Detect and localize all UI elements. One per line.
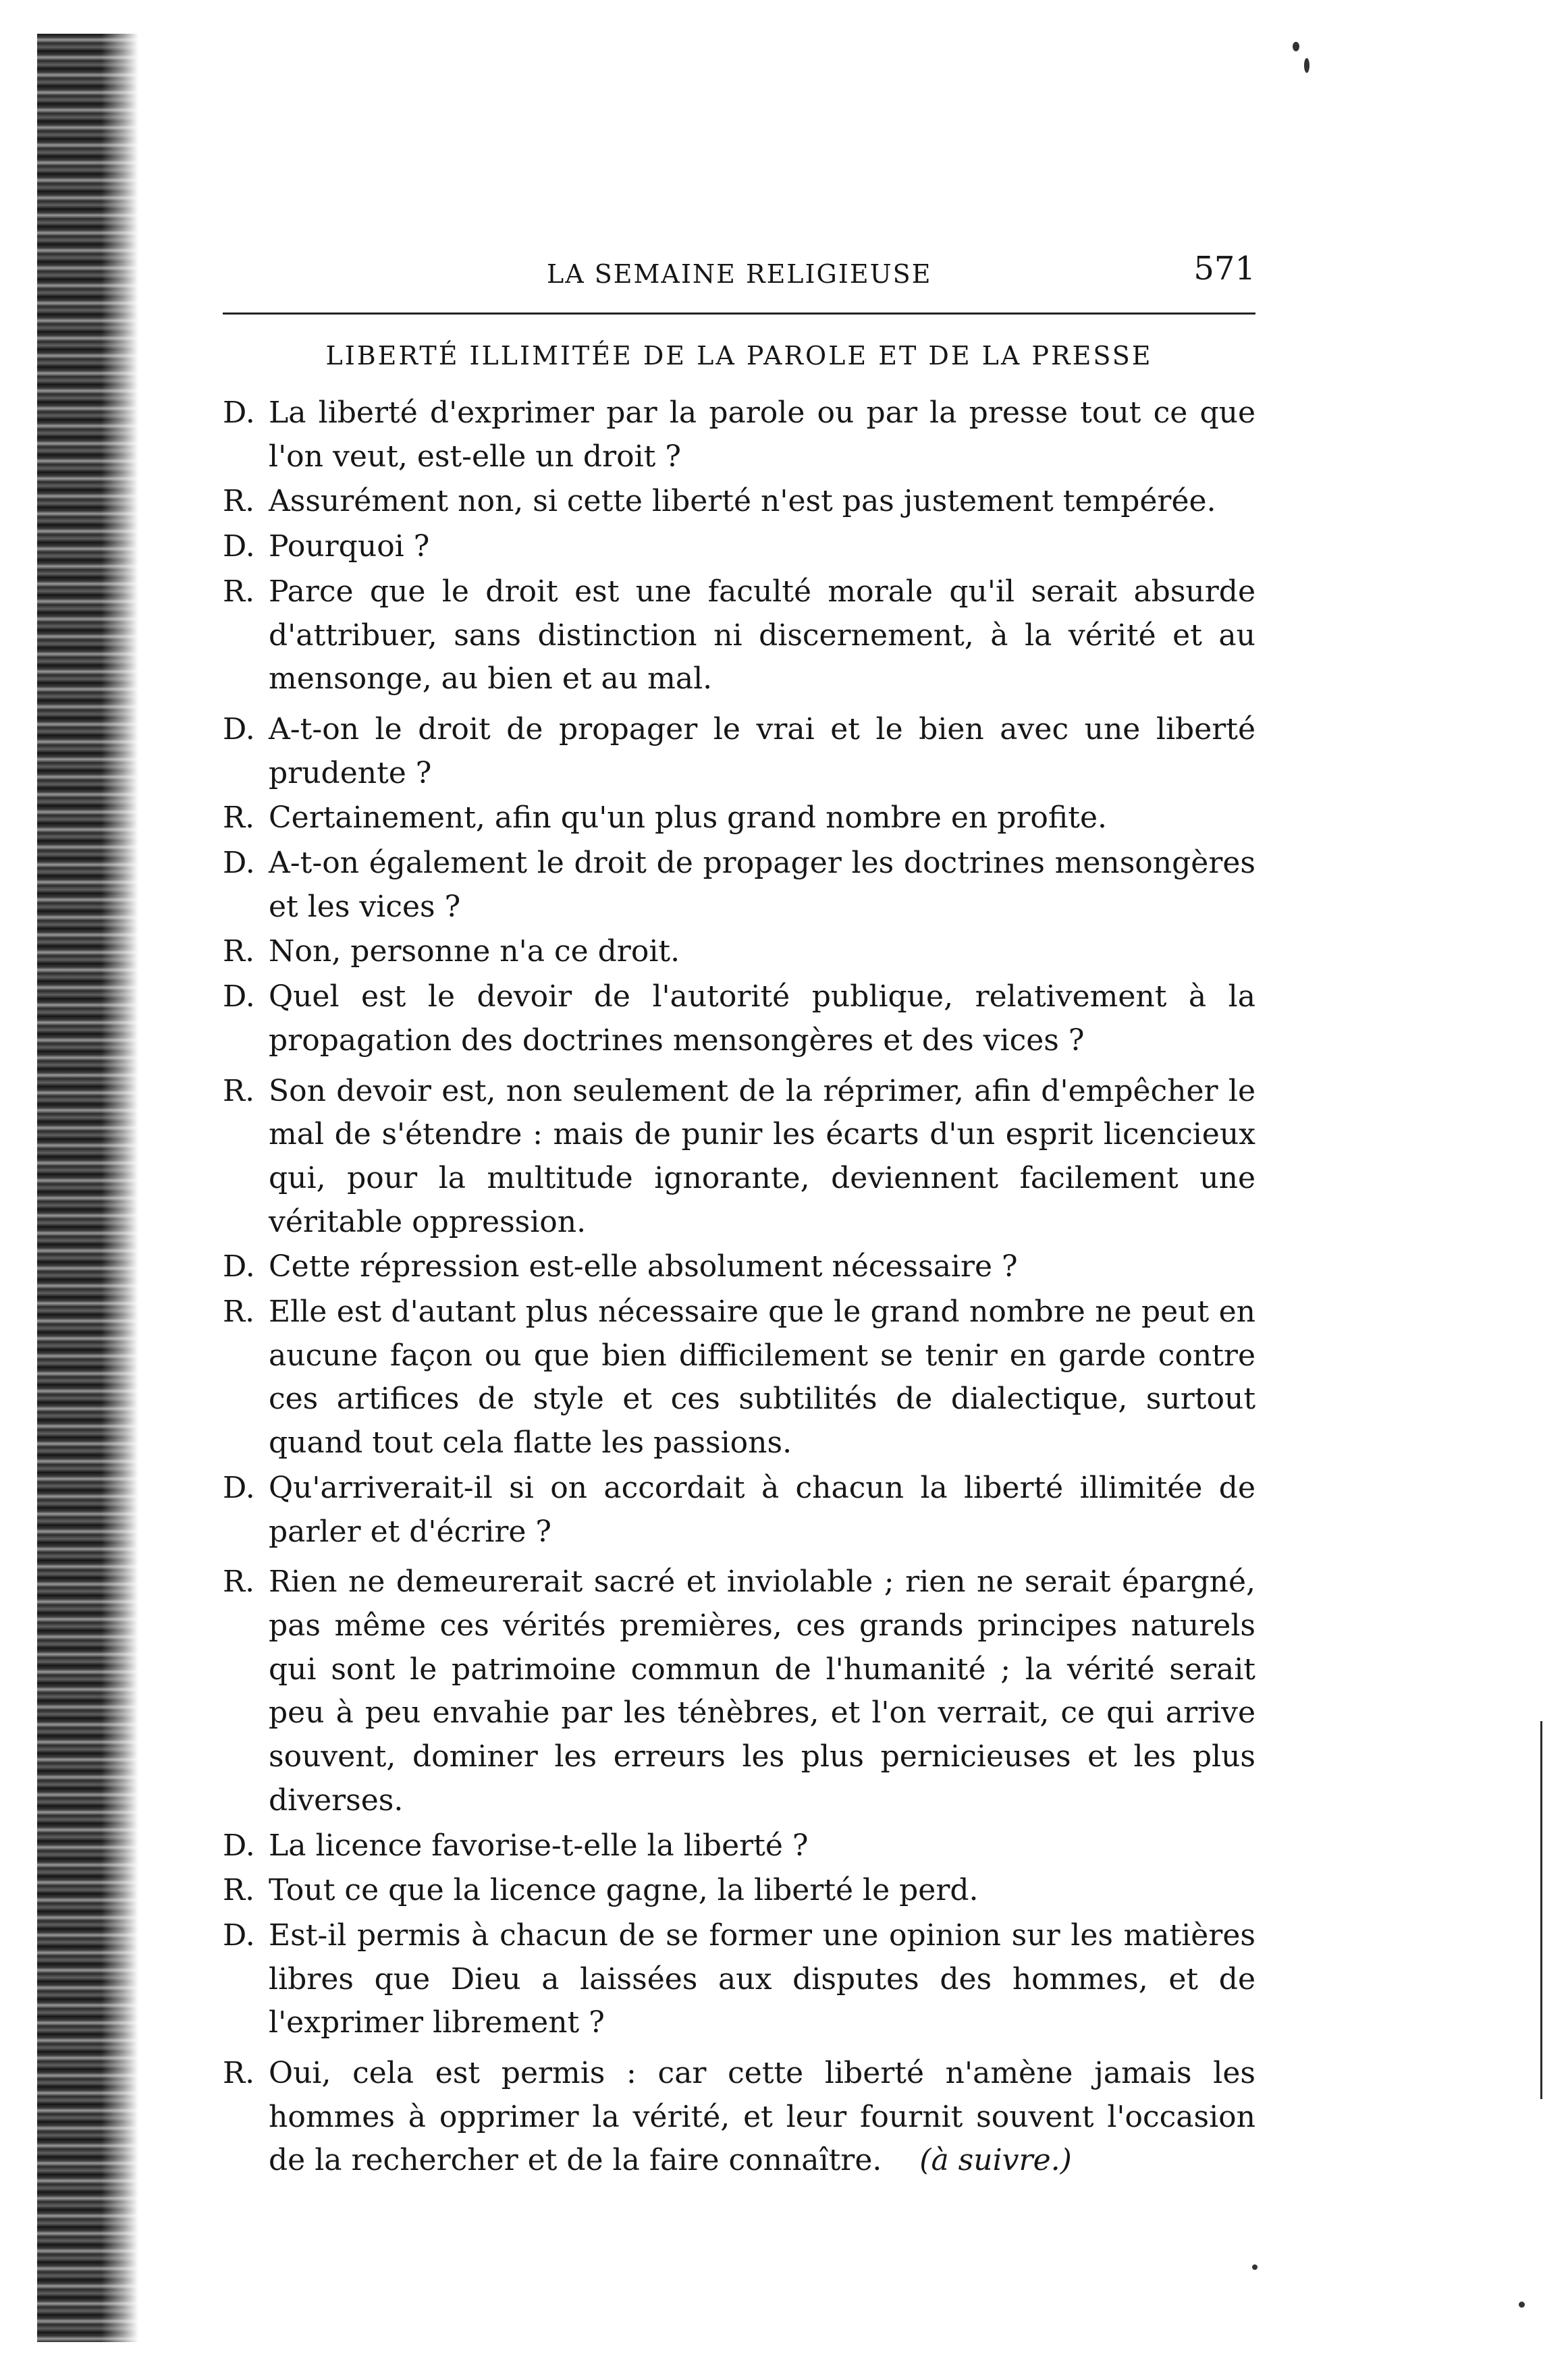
- speaker-label: D.: [223, 846, 255, 881]
- speaker-label: D.: [223, 529, 255, 564]
- header-rule: [223, 313, 1255, 315]
- dialogue-entry: [223, 1914, 1255, 2045]
- entry-text-body: Oui, cela est permis : car cette liberté n'amène jamais les hommes à opprimer la vérité, et leur fournit souvent l'occasion de la rechercher et de la faire connaître.: [269, 2056, 1255, 2178]
- binding-edge: [37, 34, 138, 2342]
- scan-speck: [1304, 58, 1309, 73]
- scan-speck: [1252, 2264, 1258, 2270]
- dialogue-entry: [223, 796, 1255, 840]
- entry-text: Qu'arriverait-il si on accordait à chacun la liberté illimitée de parler et d'écrire ?: [269, 1470, 1255, 1549]
- entry-text: Assurément non, si cette liberté n'est pas justement tempérée.: [269, 484, 1216, 519]
- entry-text: La licence favorise-t-elle la liberté ?: [269, 1828, 809, 1863]
- entry-text: Parce que le droit est une faculté morale qu'il serait absurde d'attribuer, sans distinction ni discernement, à la vérité et au mensonge, au bien et au mal.: [269, 574, 1255, 697]
- entry-text: Son devoir est, non seulement de la réprimer, afin d'empêcher le mal de s'étendre : mais de punir les écarts d'un esprit licencieux qui, pour la multitude ignorante, deviennent facilement une véritable oppression.: [269, 1073, 1255, 1239]
- dialogue-entry: [223, 1869, 1255, 1913]
- speaker-label: R.: [223, 934, 255, 969]
- dialogue-entry: [223, 930, 1255, 974]
- entry-text: Tout ce que la licence gagne, la liberté le perd.: [269, 1873, 979, 1908]
- entry-text: Rien ne demeurerait sacré et inviolable ; rien ne serait épargné, pas même ces vérités premières, ces grands principes naturels qui sont le patrimoine commun de l'humanité ; la vérité serait peu à peu envahie par les ténèbres, et l'on verrait, ce qui arrive souvent, dominer les erreurs les plus pernicieuses et les plus diverses.: [269, 1565, 1255, 1818]
- dialogue: [223, 391, 1255, 2183]
- speaker-label: D.: [223, 979, 255, 1014]
- speaker-label: R.: [223, 1873, 255, 1908]
- dialogue-entry: [223, 1560, 1255, 1822]
- dialogue-entry: [223, 975, 1255, 1062]
- speaker-label: D.: [223, 1249, 255, 1284]
- speaker-label: R.: [223, 1565, 255, 1600]
- speaker-label: D.: [223, 1470, 255, 1505]
- entry-text: Elle est d'autant plus nécessaire que le grand nombre ne peut en aucune façon ou que bien difficilement se tenir en garde contre ces artifices de style et ces subtilités de dialectique, surtout quand tout cela flatte les passions.: [269, 1295, 1255, 1461]
- speaker-label: R.: [223, 1295, 255, 1330]
- speaker-label: R.: [223, 2056, 255, 2091]
- dialogue-entry: [223, 391, 1255, 479]
- dialogue-entry: [223, 1291, 1255, 1465]
- running-head: LA SEMAINE RELIGIEUSE: [547, 259, 932, 289]
- entry-text: Quel est le devoir de l'autorité publique, relativement à la propagation des doctrines mensongères et des vices ?: [269, 979, 1255, 1058]
- dialogue-entry: [223, 1245, 1255, 1289]
- dialogue-entry: [223, 525, 1255, 569]
- speaker-label: D.: [223, 711, 255, 746]
- speaker-label: R.: [223, 574, 255, 609]
- entry-text: A-t-on le droit de propager le vrai et le bien avec une liberté prudente ?: [269, 711, 1255, 790]
- entry-text: Cette répression est-elle absolument nécessaire ?: [269, 1249, 1018, 1284]
- entry-text: A-t-on également le droit de propager les doctrines mensongères et les vices ?: [269, 846, 1255, 924]
- entry-text: Non, personne n'a ce droit.: [269, 934, 680, 969]
- page-number: 571: [1193, 250, 1255, 288]
- continuation-note: (à suivre.): [919, 2143, 1072, 2178]
- scan-speck: [1293, 42, 1299, 51]
- dialogue-entry: [223, 1824, 1255, 1868]
- entry-text: La liberté d'exprimer par la parole ou par la presse tout ce que l'on veut, est-elle un droit ?: [269, 396, 1255, 474]
- speaker-label: D.: [223, 1828, 255, 1863]
- dialogue-entry: [223, 1070, 1255, 1245]
- page-header: [223, 250, 1255, 297]
- speaker-label: R.: [223, 800, 255, 836]
- scan-edge-mark: [1540, 1721, 1542, 2099]
- speaker-label: D.: [223, 396, 255, 430]
- speaker-label: R.: [223, 484, 255, 519]
- scan-speck: [1519, 2302, 1525, 2308]
- dialogue-entry: [223, 842, 1255, 929]
- dialogue-entry: [223, 1467, 1255, 1554]
- dialogue-entry: [223, 708, 1255, 795]
- entry-text: [269, 2052, 1255, 2183]
- speaker-label: R.: [223, 1073, 255, 1108]
- entry-text: Pourquoi ?: [269, 529, 430, 564]
- entry-text: Certainement, afin qu'un plus grand nombre en profite.: [269, 800, 1107, 836]
- dialogue-entry: [223, 2052, 1255, 2183]
- dialogue-entry: [223, 570, 1255, 701]
- dialogue-entry: [223, 480, 1255, 524]
- section-title: LIBERTÉ ILLIMITÉE DE LA PAROLE ET DE LA PRESSE: [325, 341, 1153, 371]
- entry-text: Est-il permis à chacun de se former une opinion sur les matières libres que Dieu a laissées aux disputes des hommes, et de l'exprimer librement ?: [269, 1918, 1255, 2040]
- speaker-label: D.: [223, 1918, 255, 1953]
